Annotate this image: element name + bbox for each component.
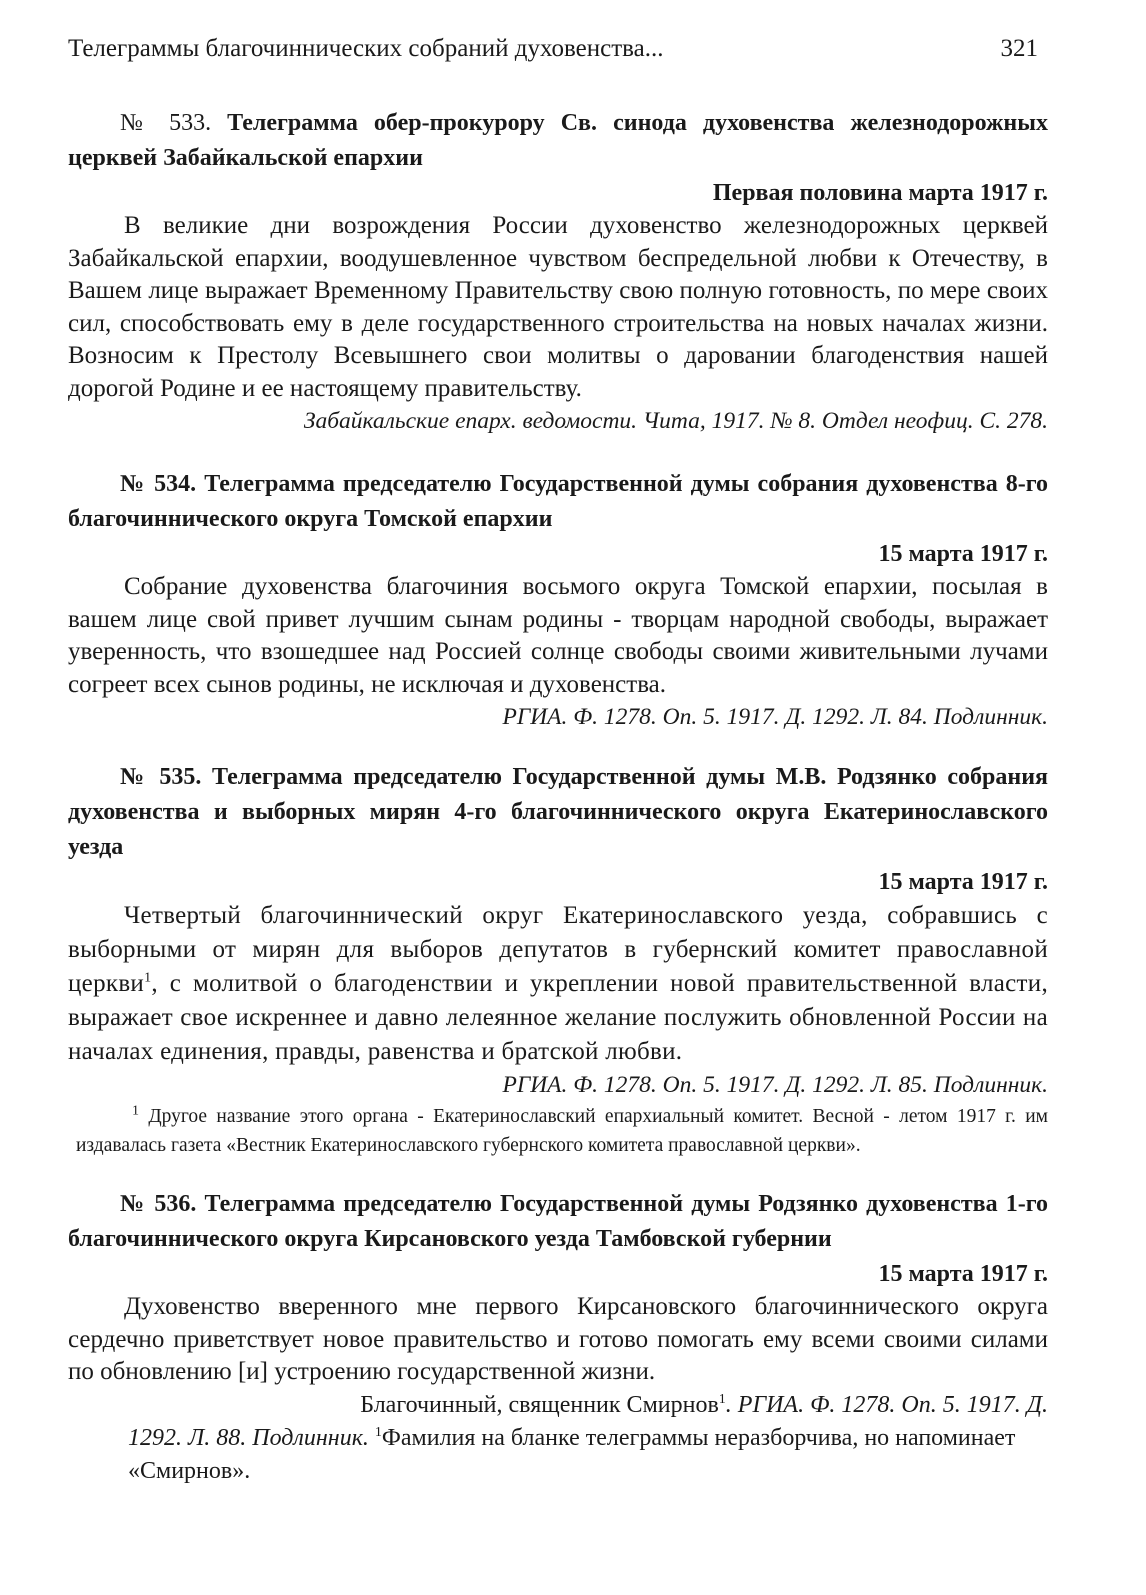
footnote-text: Другое название этого органа - Екатеринославский епархиальный комитет. Весной - летом 1917 г. им издавалась газета «Вестник Екатеринославского губернского комитета православной церкви». (76, 1106, 1048, 1156)
document-body-part: Четвертый благочиннический округ Екатеринославского уезда, собравшись с выборными от мирян для выборов депутатов в губернский комитет православной церкви (68, 902, 1048, 997)
running-title: Телеграммы благочиннических собраний духовенства... (68, 35, 664, 62)
document-body: Собрание духовенства благочиния восьмого округа Томской епархии, посылая в вашем лице свой привет лучшим сынам родины - творцам народной свободы, выражает уверенность, что взошедшее над Россией солнце свободы своими живительными лучами согреет всех сынов родины, не исключая и духовенства. (68, 573, 1048, 698)
document-title-text: Телеграмма председателю Государственной думы собрания духовенства 8-го благочиннического округа Томской епархии (68, 471, 1049, 532)
document-body: В великие дни возрождения России духовенство железнодорожных церквей Забайкальской епархии, воодушевленное чувством беспредельной любви к Отечеству, в Вашем лице выражает Временному Правительству свою полную готовность, по мере своих сил, способствовать ему в деле государственного строительства на новых началах жизни. Возносим к Престолу Всевышнего свои молитвы о даровании благоденствия нашей дорогой Родине и ее настоящему правительству. (68, 212, 1048, 402)
signature-block (68, 1389, 1048, 1488)
document-number: № 536. (120, 1191, 197, 1217)
document-534 (68, 467, 1048, 734)
document-date: 15 марта 1917 г. (878, 1261, 1048, 1287)
footnote-text: Фамилия на бланке телеграммы неразборчива, но напоминает (381, 1424, 1016, 1451)
document-title-text: Телеграмма председателю Государственной думы М.В. Родзянко собрания духовенства и выборных мирян 4-го благочиннического округа Екатеринославского уезда (68, 764, 1049, 860)
document-number: № 533. (120, 110, 212, 136)
signature-continuation (68, 1422, 1048, 1455)
document-source: Забайкальские епарх. ведомости. Чита, 1917. № 8. Отдел неофиц. С. 278. (303, 408, 1048, 434)
document-date: 15 марта 1917 г. (878, 869, 1048, 895)
document-title (68, 467, 1048, 537)
document-title (68, 760, 1048, 865)
document-title (68, 1187, 1048, 1257)
document-date: 15 марта 1917 г. (878, 541, 1048, 567)
footnote-marker: 1 (718, 1391, 726, 1407)
document-source: РГИА. Ф. 1278. Оп. 5. 1917. Д. 1292. Л. 85. Подлинник. (502, 1072, 1048, 1098)
footnote (76, 1102, 1048, 1160)
document-body-part: , с молитвой о благоденствии и укреплении новой правительственной власти, выражает свое искреннее и давно лелеянное желание послужить обновленной России на началах единения, правды, равенства и братской любви. (68, 970, 1048, 1065)
document-title (68, 106, 1048, 176)
document-title-text: Телеграмма обер-прокурору Св. синода духовенства железнодорожных церквей Забайкальской епархии (68, 110, 1048, 171)
footnote-marker: 1 (132, 1103, 139, 1119)
document-number: № 535. (120, 764, 202, 790)
document-body: Духовенство вверенного мне первого Кирсановского благочиннического округа сердечно приветствует новое правительство и готово помогать ему всеми своими силами по обновлению [и] устроению государственной жизни. (68, 1293, 1048, 1385)
signature-line (68, 1389, 1048, 1422)
document-533 (68, 106, 1048, 438)
signature: Благочинный, священник Смирнов (360, 1391, 719, 1418)
document-535 (68, 760, 1048, 1160)
footnote-marker: 1 (374, 1424, 382, 1440)
document-source: . РГИА. Ф. 1278. Оп. 5. 1917. Д. (725, 1391, 1048, 1418)
document-source: 1292. Л. 88. Подлинник. (128, 1424, 369, 1451)
footnote-continuation: «Смирнов». (128, 1457, 251, 1484)
document-source: РГИА. Ф. 1278. Оп. 5. 1917. Д. 1292. Л. 84. Подлинник. (502, 704, 1048, 730)
document-536 (68, 1187, 1048, 1488)
document-date: Первая половина марта 1917 г. (712, 180, 1048, 206)
running-header (68, 34, 1048, 64)
document-number: № 534. (120, 471, 197, 497)
page-number: 321 (1000, 35, 1038, 62)
document-body (68, 899, 1048, 1069)
footnote-marker: 1 (144, 970, 152, 986)
document-title-text: Телеграмма председателю Государственной думы Родзянко духовенства 1-го благочиннического округа Кирсановского уезда Тамбовской губернии (68, 1191, 1048, 1252)
